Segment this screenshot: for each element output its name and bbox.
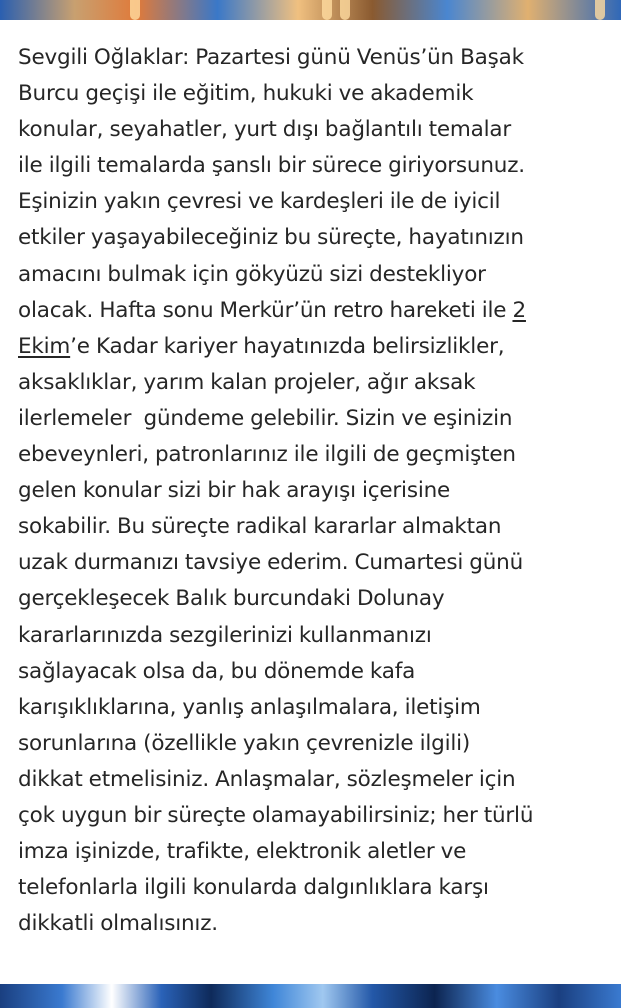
text-line: dikkat etmelisiniz. Anlaşmalar, sözleşmeler için <box>18 766 516 792</box>
text-line: etkiler yaşayabileceğiniz bu süreçte, hayatınızın <box>18 225 524 251</box>
text-line: uzak durmanızı tavsiye ederim. Cumartesi günü <box>18 550 524 576</box>
text-line: Sevgili Oğlaklar: Pazartesi günü Venüs’ün Başak <box>18 45 524 70</box>
horoscope-text <box>18 40 613 942</box>
text-line: aksaklıklar, yarım kalan projeler, ağır aksak <box>18 369 476 395</box>
date-link[interactable]: Ekim <box>18 333 71 359</box>
light-spot <box>595 0 605 20</box>
text-line: Eşinizin yakın çevresi ve kardeşleri ile de iyicil <box>18 189 501 215</box>
text-line: amacını bulmak için gökyüzü sizi destekliyor <box>18 261 486 287</box>
text-line: sağlayacak olsa da, bu dönemde kafa <box>18 658 416 684</box>
top-image-strip <box>0 0 621 20</box>
text-segment: ’e Kadar kariyer hayatınızda belirsizlikler, <box>70 333 505 359</box>
text-line: çok uygun bir süreçte olamayabilirsiniz; her türlü <box>18 802 534 828</box>
light-spot <box>322 0 332 20</box>
text-line: gerçekleşecek Balık burcundaki Dolunay <box>18 586 445 612</box>
text-line <box>18 329 613 365</box>
text-segment: olacak. Hafta sonu Merkür’ün retro hareketi ile <box>18 297 513 323</box>
text-line: gelen konular sizi bir hak arayışı içerisine <box>18 478 451 504</box>
text-line: telefonlarla ilgili konularda dalgınlıklara karşı <box>18 875 489 901</box>
text-line: ebeveynleri, patronlarınız ile ilgili de geçmişten <box>18 442 516 468</box>
text-line <box>18 293 613 329</box>
date-link[interactable]: 2 <box>512 297 526 323</box>
text-line: sorunlarına (özellikle yakın çevrenizle ilgili) <box>18 730 471 756</box>
text-line: imza işinizde, trafikte, elektronik aletler ve <box>18 839 467 865</box>
text-line: sokabilir. Bu süreçte radikal kararlar almaktan <box>18 514 502 540</box>
light-spot <box>130 0 140 20</box>
bottom-image-strip <box>0 984 621 1008</box>
text-line: dikkatli olmalısınız. <box>18 911 218 937</box>
text-line: Burcu geçişi ile eğitim, hukuki ve akademik <box>18 81 474 107</box>
text-line: karışıklıklarına, yanlış anlaşılmalara, iletişim <box>18 694 481 720</box>
text-line: kararlarınızda sezgilerinizi kullanmanızı <box>18 622 432 648</box>
text-line: ilerlemeler gündeme gelebilir. Sizin ve eşinizin <box>18 405 513 431</box>
text-line: konular, seyahatler, yurt dışı bağlantılı temalar <box>18 117 511 143</box>
text-line: ile ilgili temalarda şanslı bir sürece giriyorsunuz. <box>18 153 525 179</box>
light-spot <box>340 0 350 20</box>
